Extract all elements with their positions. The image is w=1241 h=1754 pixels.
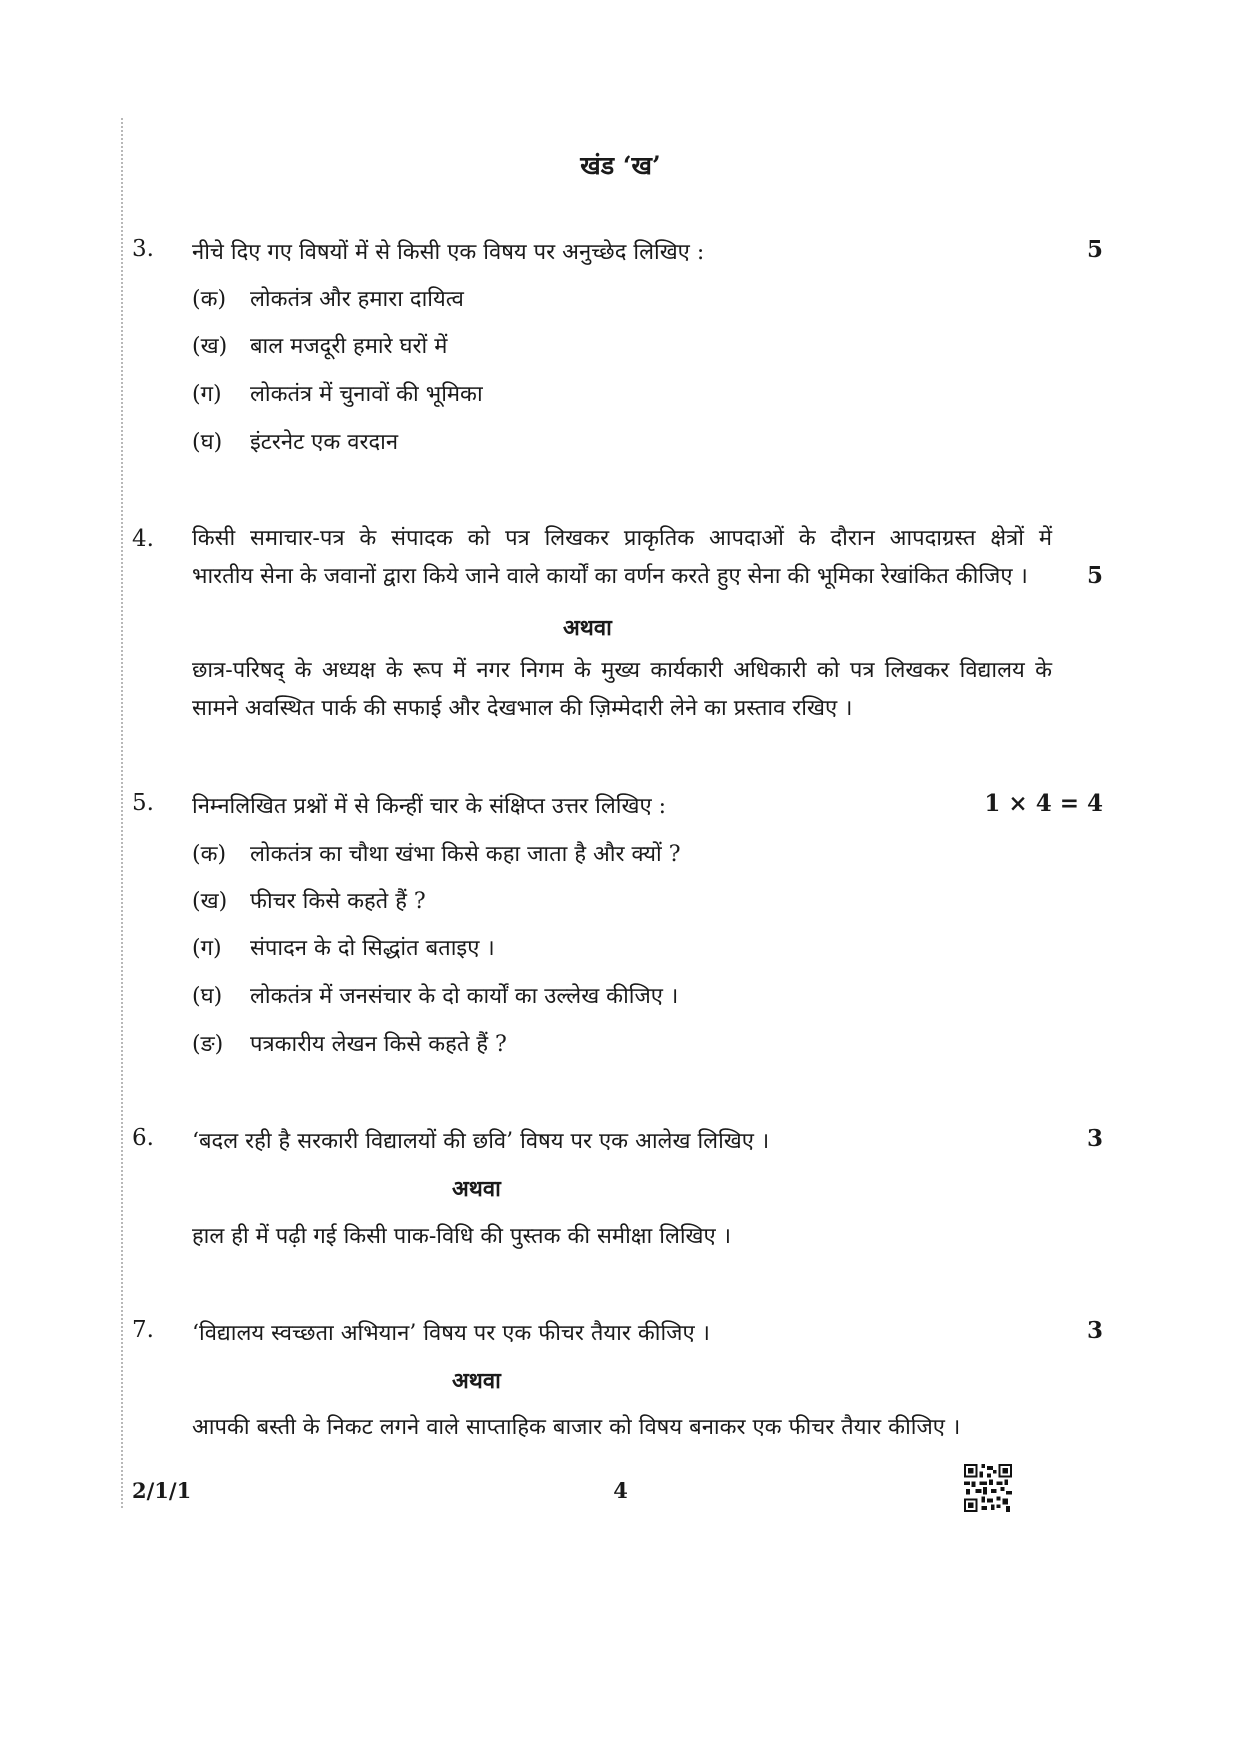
question-3-option — [192, 330, 447, 360]
option-text: फीचर किसे कहते हैं ? — [250, 889, 426, 914]
option-label: (घ) — [192, 984, 223, 1009]
option-text: लोकतंत्र और हमारा दायित्व — [250, 287, 464, 312]
question-5-number: 5. — [132, 790, 154, 816]
question-4-alt-line-1: छात्र-परिषद् के अध्यक्ष के रूप में नगर निगम के मुख्य कार्यकारी अधिकारी को पत्र लिखकर विद्यालय के — [192, 658, 1052, 683]
question-7-number: 7. — [132, 1317, 154, 1343]
option-label: (ग) — [192, 936, 222, 961]
margin-dotted-line — [121, 118, 123, 1508]
option-label: (ख) — [192, 889, 228, 914]
question-3-option — [192, 283, 464, 313]
question-3-option — [192, 378, 483, 408]
page-number: 4 — [613, 1478, 628, 1503]
question-6-text: ‘बदल रही है सरकारी विद्यालयों की छवि’ विषय पर एक आलेख लिखिए । — [192, 1129, 770, 1154]
question-3-marks: 5 — [1086, 236, 1103, 263]
question-3-text: नीचे दिए गए विषयों में से किसी एक विषय पर अनुच्छेद लिखिए : — [192, 240, 705, 265]
question-3-option — [192, 426, 398, 456]
question-4-marks: 5 — [1086, 562, 1103, 589]
question-5-option — [192, 932, 495, 962]
question-5-option — [192, 980, 678, 1010]
question-7-text: ‘विद्यालय स्वच्छता अभियान’ विषय पर एक फीचर तैयार कीजिए । — [192, 1321, 710, 1346]
option-label: (क) — [192, 287, 227, 312]
paper-code: 2/1/1 — [132, 1478, 192, 1503]
question-6-or-label: अथवा — [452, 1176, 501, 1202]
question-5-option — [192, 885, 426, 915]
option-label: (क) — [192, 842, 227, 867]
option-label: (ङ) — [192, 1032, 224, 1057]
question-5-option — [192, 1028, 507, 1058]
question-5-marks: 1 × 4 = 4 — [984, 790, 1103, 817]
question-6-number: 6. — [132, 1125, 154, 1151]
question-4-line-2: भारतीय सेना के जवानों द्वारा किये जाने वाले कार्यों का वर्णन करते हुए सेना की भूमिका रेखांकित कीजिए । — [192, 564, 1028, 589]
question-4-line-1: किसी समाचार-पत्र के संपादक को पत्र लिखकर प्राकृतिक आपदाओं के दौरान आपदाग्रस्त क्षेत्रों में — [192, 526, 1052, 551]
option-text: इंटरनेट एक वरदान — [250, 430, 399, 455]
option-text: लोकतंत्र में चुनावों की भूमिका — [250, 382, 483, 407]
option-label: (ग) — [192, 382, 222, 407]
question-6-alt-text: हाल ही में पढ़ी गई किसी पाक-विधि की पुस्तक की समीक्षा लिखिए । — [192, 1224, 732, 1249]
question-4-or-label: अथवा — [563, 615, 612, 641]
option-label: (घ) — [192, 430, 223, 455]
qr-code-icon — [964, 1464, 1012, 1512]
option-label: (ख) — [192, 334, 228, 359]
question-4-number: 4. — [132, 526, 154, 552]
option-text: लोकतंत्र का चौथा खंभा किसे कहा जाता है और क्यों ? — [250, 842, 681, 867]
question-7-alt-text: आपकी बस्ती के निकट लगने वाले साप्ताहिक बाजार को विषय बनाकर एक फीचर तैयार कीजिए । — [192, 1415, 961, 1440]
option-text: पत्रकारीय लेखन किसे कहते हैं ? — [250, 1032, 507, 1057]
question-7-marks: 3 — [1086, 1317, 1103, 1344]
question-3-number: 3. — [132, 236, 154, 262]
question-4-alt-line-2: सामने अवस्थित पार्क की सफाई और देखभाल की ज़िम्मेदारी लेने का प्रस्ताव रखिए । — [192, 696, 853, 721]
question-6-marks: 3 — [1086, 1125, 1103, 1152]
option-text: संपादन के दो सिद्धांत बताइए । — [250, 936, 495, 961]
option-text: लोकतंत्र में जनसंचार के दो कार्यों का उल्लेख कीजिए । — [250, 984, 679, 1009]
question-5-option — [192, 838, 681, 868]
option-text: बाल मजदूरी हमारे घरों में — [250, 334, 448, 359]
question-7-or-label: अथवा — [452, 1368, 501, 1394]
section-title: खंड ‘ख’ — [580, 151, 661, 180]
question-5-text: निम्नलिखित प्रश्नों में से किन्हीं चार के संक्षिप्त उत्तर लिखिए : — [192, 794, 667, 819]
